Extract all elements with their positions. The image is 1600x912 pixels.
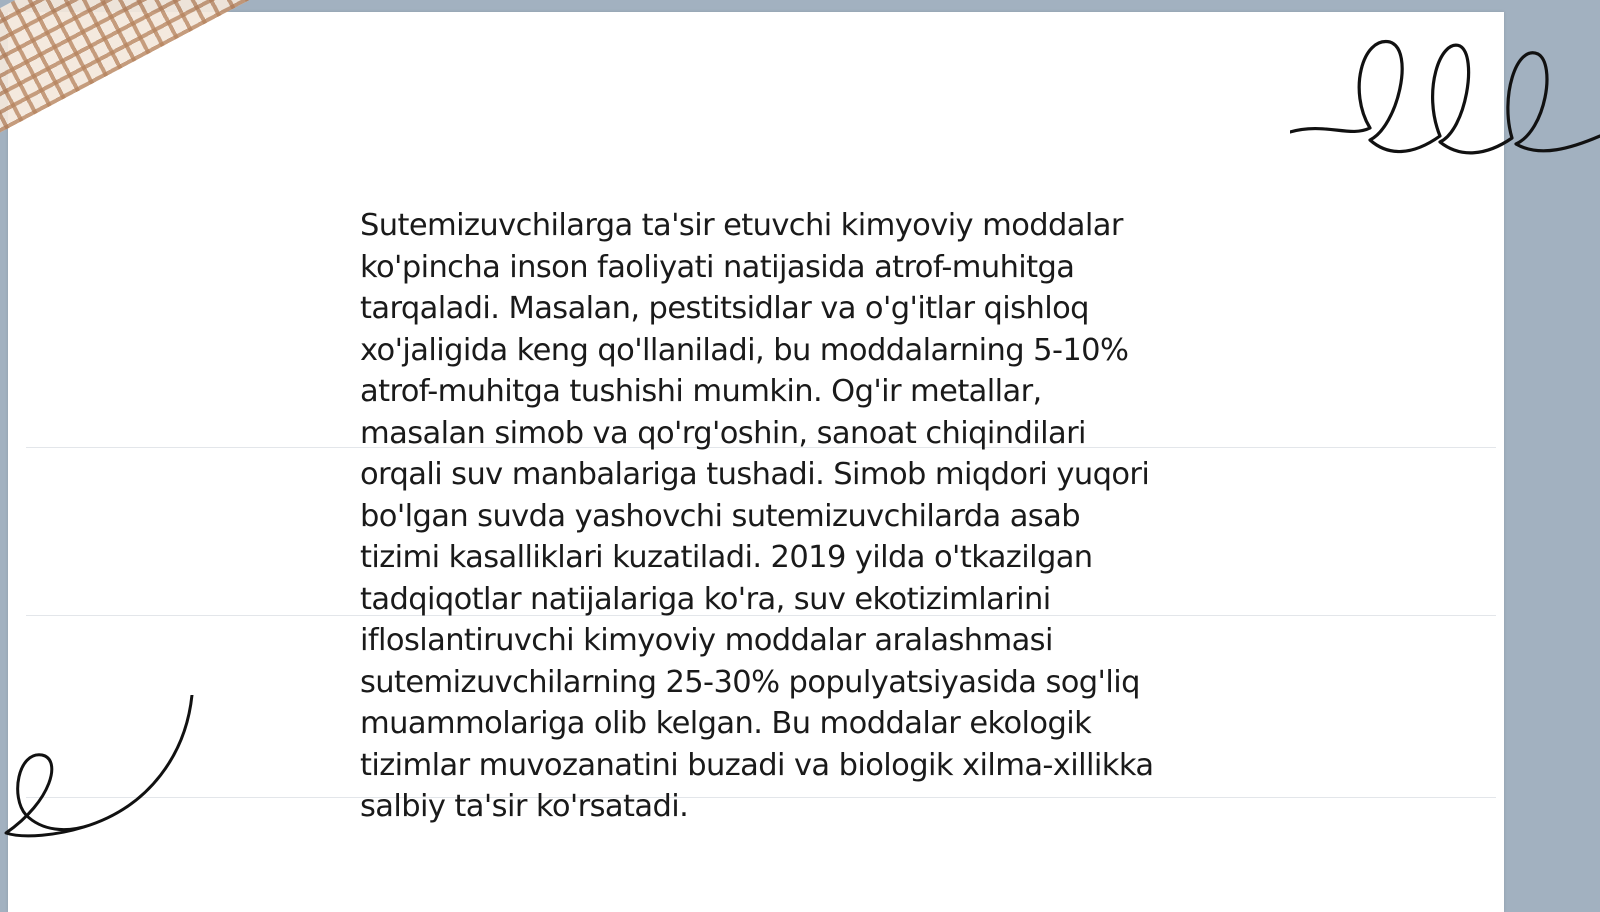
loop-doodle-bottom-left <box>0 695 200 845</box>
body-text: Sutemizuvchilarga ta'sir etuvchi kimyoviy moddalar ko'pincha inson faoliyati natijasida atrof-muhitga tarqaladi. Masalan, pestitsidlar va o'g'itlar qishloq xo'jaligida keng qo'llaniladi, bu moddalarning 5-10% atrof-muhitga tushishi mumkin. Og'ir metallar, masalan simob va qo'rg'oshin, sanoat chiqindilari orqali suv manbalariga tushadi. Simob miqdori yuqori bo'lgan suvda yashovchi sutemizuvchilarda asab tizimi kasalliklari kuzatiladi. 2019 yilda o'tkazilgan tadqiqotlar natijalariga ko'ra, suv ekotizimlarini ifloslantiruvchi kimyoviy moddalar aralashmasi sutemizuvchilarning 25-30% populyatsiyasida sog'liq muammolariga olib kelgan. Bu moddalar ekologik tizimlar muvozanatini buzadi va biologik xilma-xillikka salbiy ta'sir ko'rsatadi. <box>360 208 1154 824</box>
loop-doodle-top-right <box>1290 30 1600 170</box>
